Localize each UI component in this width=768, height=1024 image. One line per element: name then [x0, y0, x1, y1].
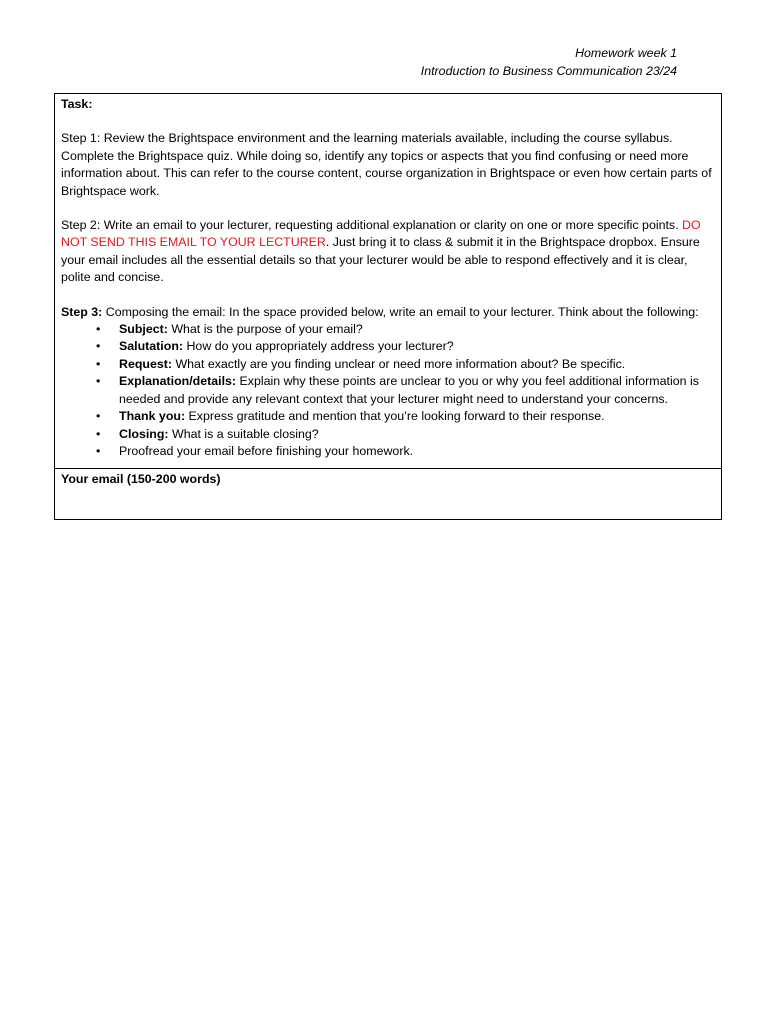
step-1-paragraph: Step 1: Review the Brightspace environment and the learning materials available, including the course syllabus. Complete the Brightspace quiz. While doing so, identify any topics or aspects that you find confusing or need more information about. This can refer to the course content, course organization in Brightspace or even how certain parts of Brightspace work. [61, 131, 712, 198]
list-item [96, 373, 715, 408]
spacer [61, 113, 715, 130]
bullet-icon: • [96, 443, 101, 458]
point-label: Closing: [119, 426, 169, 441]
point-text: What exactly are you finding unclear or need more information about? Be specific. [172, 356, 626, 371]
step-3-label: Step 3: [61, 304, 103, 319]
email-heading: Your email (150-200 words) [61, 472, 221, 487]
list-item [96, 408, 715, 425]
header-course-title: Introduction to Business Communication 23/24 [420, 64, 677, 78]
step-2-intro: Step 2: Write an email to your lecturer, requesting additional explanation or clarity on one or more specific points. [61, 218, 683, 233]
email-points-list [61, 321, 715, 460]
bullet-icon: • [96, 426, 101, 441]
bullet-icon: • [96, 322, 101, 337]
point-text: What is the purpose of your email? [167, 322, 363, 337]
step-3-text: Composing the email: In the space provided below, write an email to your lecturer. Think about the following: [102, 304, 699, 319]
bullet-icon: • [96, 374, 101, 389]
point-text: What is a suitable closing? [168, 426, 319, 441]
list-item [96, 338, 715, 355]
point-label: Salutation: [119, 339, 184, 354]
step-2-warning: DO NOT SEND THIS EMAIL TO YOUR LECTURER [61, 218, 701, 250]
task-cell [55, 94, 721, 469]
list-item [96, 321, 715, 338]
point-label: Request: [119, 356, 173, 371]
email-answer-cell[interactable] [55, 469, 721, 519]
point-text: Express gratitude and mention that you’re looking forward to their response. [185, 409, 605, 424]
document-header [421, 44, 677, 80]
point-label: Subject: [119, 322, 168, 337]
step-3-paragraph [61, 304, 715, 321]
point-label: Thank you: [119, 409, 186, 424]
bullet-icon: • [96, 339, 101, 354]
step-2-paragraph [61, 217, 715, 287]
task-heading: Task: [61, 97, 93, 111]
header-homework-week: Homework week 1 [575, 46, 677, 60]
step-2-rest: . Just bring it to class & submit it in the Brightspace dropbox. Ensure your email includes all the essential details so that your lecturer would be able to respond effectively and it is clear, polite and concise. [61, 235, 700, 285]
list-item [96, 356, 715, 373]
point-label: Explanation/details: [119, 374, 237, 389]
list-item [96, 426, 715, 443]
point-text: Explain why these points are unclear to you or why you feel additional information is needed and provide any relevant context that your lecturer might need to understand your concerns. [119, 374, 699, 406]
bullet-icon: • [96, 409, 101, 424]
list-item [96, 443, 715, 460]
point-text: Proofread your email before finishing your homework. [119, 443, 414, 458]
point-text: How do you appropriately address your lecturer? [183, 339, 454, 354]
task-table [54, 93, 722, 520]
bullet-icon: • [96, 356, 101, 371]
